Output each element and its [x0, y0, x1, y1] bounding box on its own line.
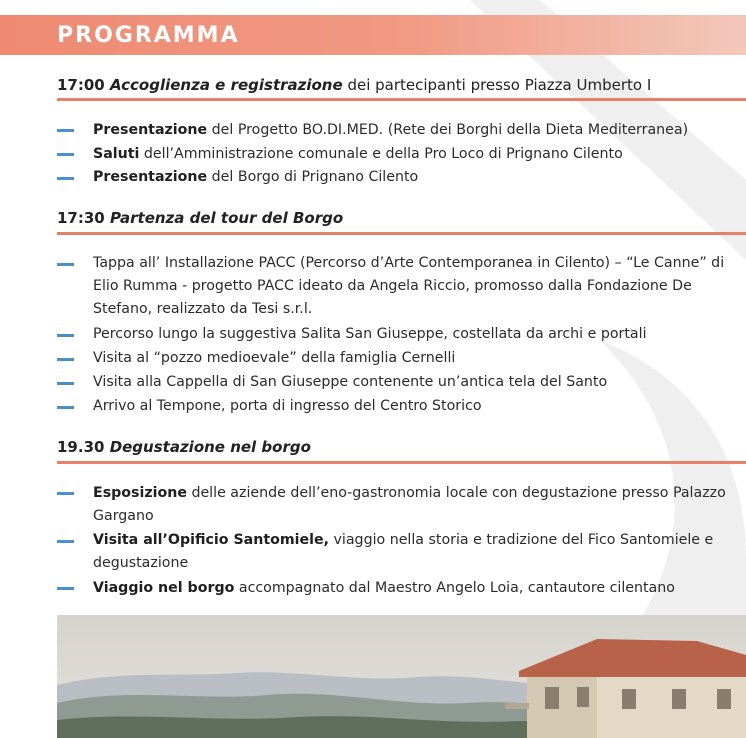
list-item: Saluti dell’Amministrazione comunale e della Pro Loco di Prignano Cilento	[93, 146, 623, 162]
bullet-dash	[57, 358, 74, 361]
list-item: Presentazione del Borgo di Prignano Cilento	[93, 169, 419, 185]
bullet-dash	[57, 587, 74, 590]
list-item: Percorso lungo la suggestiva Salita San Giuseppe, costellata da archi e portali	[93, 326, 647, 342]
bullet-dash	[57, 492, 74, 495]
section-subtitle: dei partecipanti presso Piazza Umberto I	[342, 76, 652, 94]
section-time: 19.30	[57, 438, 105, 456]
header-band	[0, 15, 746, 55]
list-item: Tappa all’ Installazione PACC (Percorso d’Arte Contemporanea in Cilento) – “Le Canne” di Elio Rumma - progetto PACC ideato da Angela Riccio, promosso dalla Fondazione De Stefano, realizzato da Tesi s.r.l.	[93, 255, 725, 317]
bullet-dash	[57, 177, 74, 180]
list-item: Visita alla Cappella di San Giuseppe contenente un’antica tela del Santo	[93, 374, 608, 390]
list-item: Visita all’Opificio Santomiele, viaggio nella storia e tradizione del Fico Santomiele e degustazione	[93, 532, 714, 571]
section-heading-2	[57, 209, 343, 227]
bullet-dash	[57, 263, 74, 266]
section-title: Accoglienza e registrazione	[109, 76, 343, 94]
page-title: PROGRAMMA	[57, 23, 240, 48]
list-item: Esposizione delle aziende dell’eno-gastronomia locale con degustazione presso Palazzo Gargano	[93, 485, 726, 524]
village-landscape-photo	[57, 615, 746, 738]
section-title: Degustazione nel borgo	[109, 438, 311, 456]
list-item: Visita al “pozzo medioevale” della famiglia Cernelli	[93, 350, 456, 366]
bullet-dash	[57, 153, 74, 156]
section-heading-3	[57, 438, 311, 456]
bullet-dash	[57, 334, 74, 337]
section-heading-1	[57, 76, 651, 94]
list-item: Arrivo al Tempone, porta di ingresso del Centro Storico	[93, 398, 482, 414]
section-divider	[57, 461, 746, 464]
list-item: Presentazione del Progetto BO.DI.MED. (Rete dei Borghi della Dieta Mediterranea)	[93, 122, 689, 138]
bullet-dash	[57, 129, 74, 132]
section-time: 17:00	[57, 76, 105, 94]
list-item: Viaggio nel borgo accompagnato dal Maestro Angelo Loia, cantautore cilentano	[93, 580, 675, 596]
bullet-dash	[57, 382, 74, 385]
section-divider	[57, 98, 746, 101]
bullet-dash	[57, 406, 74, 409]
section-divider	[57, 232, 746, 235]
bullet-dash	[57, 540, 74, 543]
section-time: 17:30	[57, 209, 105, 227]
section-title: Partenza del tour del Borgo	[109, 209, 344, 227]
